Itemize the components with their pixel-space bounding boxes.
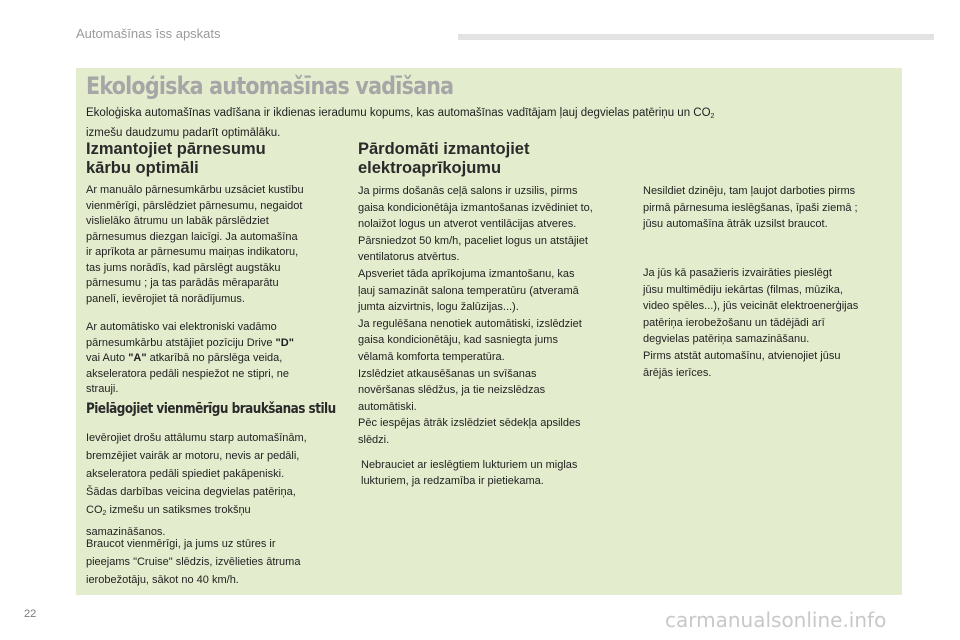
heading-gearbox: Izmantojiet pārnesumu kārbu optimāli	[86, 140, 266, 177]
heading-electrical-equipment: Pārdomāti izmantojiet elektroaprīkojumu	[358, 140, 530, 177]
heading-smooth-driving: Pielāgojiet vienmērīgu braukšanas stilu	[86, 401, 336, 417]
header-divider	[458, 34, 934, 40]
gearbox-paragraph-manual: Ar manuālo pārnesumkārbu uzsāciet kustību vienmērīgi, pārslēdziet pārnesumu, negaidot vislielāko ātrumu un labāk pārslēdziet pārnesumus diezgan laicīgi. Ja automašīna ir aprīkota ar pārnesumu maiņas indikatoru, tas jums norādīs, kad pārslēgt augstāku pārnesumu ; ja tas parādās mēraparātu panelī, ievērojiet tā norādījumus.	[86, 184, 304, 305]
watermark: carmanualsonline.info	[665, 608, 887, 632]
page-number: 22	[24, 608, 37, 620]
lights-paragraph: Nebrauciet ar ieslēgtiem lukturiem un miglas lukturiem, ja redzamība ir pietiekama.	[361, 459, 578, 487]
section-header-title: Automašīnas īss apskats	[76, 26, 221, 41]
multimedia-paragraph: Ja jūs kā pasažieris izvairāties pieslēgt jūsu multimēdiju iekārtas (filmas, mūzika, video spēles...), jūs veicināt elektroenerģijas patēriņa ierobežošanu un tādējādi arī degvielas patēriņa samazināšanu. Pirms atstāt automašīnu, atvienojiet jūsu ārējās ierīces.	[643, 267, 859, 379]
engine-warmup-paragraph: Nesildiet dzinēju, tam ļaujot darboties pirms pirmā pārnesuma ieslēgšanas, īpaši ziemā ; jūsu automašīna ātrāk uzsilst braucot.	[643, 185, 858, 231]
cruise-control-paragraph: Braucot vienmērīgi, ja jums uz stūres ir pieejams "Cruise" slēdzis, izvēlieties ātruma ierobežotāju, sākot no 40 km/h.	[86, 538, 301, 586]
page-title: Ekoloģiska automašīnas vadīšana	[86, 72, 454, 100]
intro-paragraph: Ekoloģiska automašīnas vadīšana ir ikdienas ieradumu kopums, kas automašīnas vadītājam ļauj degvielas patēriņu un $CO_2$ izmešu daudzumu padarīt optimālāku.	[86, 107, 715, 139]
air-conditioning-paragraph: Ja pirms došanās ceļā salons ir uzsilis, pirms gaisa kondicionētāja izmantošanas izvēdiniet to, nolaižot logus un atverot ventilācijas atveres. Pārsniedzot 50 km/h, paceliet logus un atstājiet ventilatorus atvērtus. Apsveriet tāda aprīkojuma izmantošanu, kas ļauj samazināt salona temperatūru (atveramā jumta aizvirtnis, logu žalūzijas...). Ja regulēšana nenotiek automātiski, izslēdziet gaisa kondicionētāju, kad sasniegta jums vēlamā komforta temperatūra. Izslēdziet atkausēšanas un svīšanas novēršanas slēdžus, ja tie neizslēdzas automātiski. Pēc iespējas ātrāk izslēdziet sēdekļa apsildes slēdzi.	[358, 185, 593, 446]
gearbox-paragraph-automatic: Ar automātisko vai elektroniski vadāmo pārnesumkārbu atstājiet pozīciju Drive "D" vai Auto "A" atkarībā no pārslēga veida, akseleratora pedāli nespiežot ne stipri, ne strauji.	[86, 321, 294, 395]
smooth-driving-paragraph: Ievērojiet drošu attālumu starp automašīnām, bremzējiet vairāk ar motoru, nevis ar pedāli, akseleratora pedāli spiediet pakāpeniski. Šādas darbības veicina degvielas patēriņa, $CO_2$ izmešu un satiksmes trokšņu samazināšanos.	[86, 432, 307, 538]
